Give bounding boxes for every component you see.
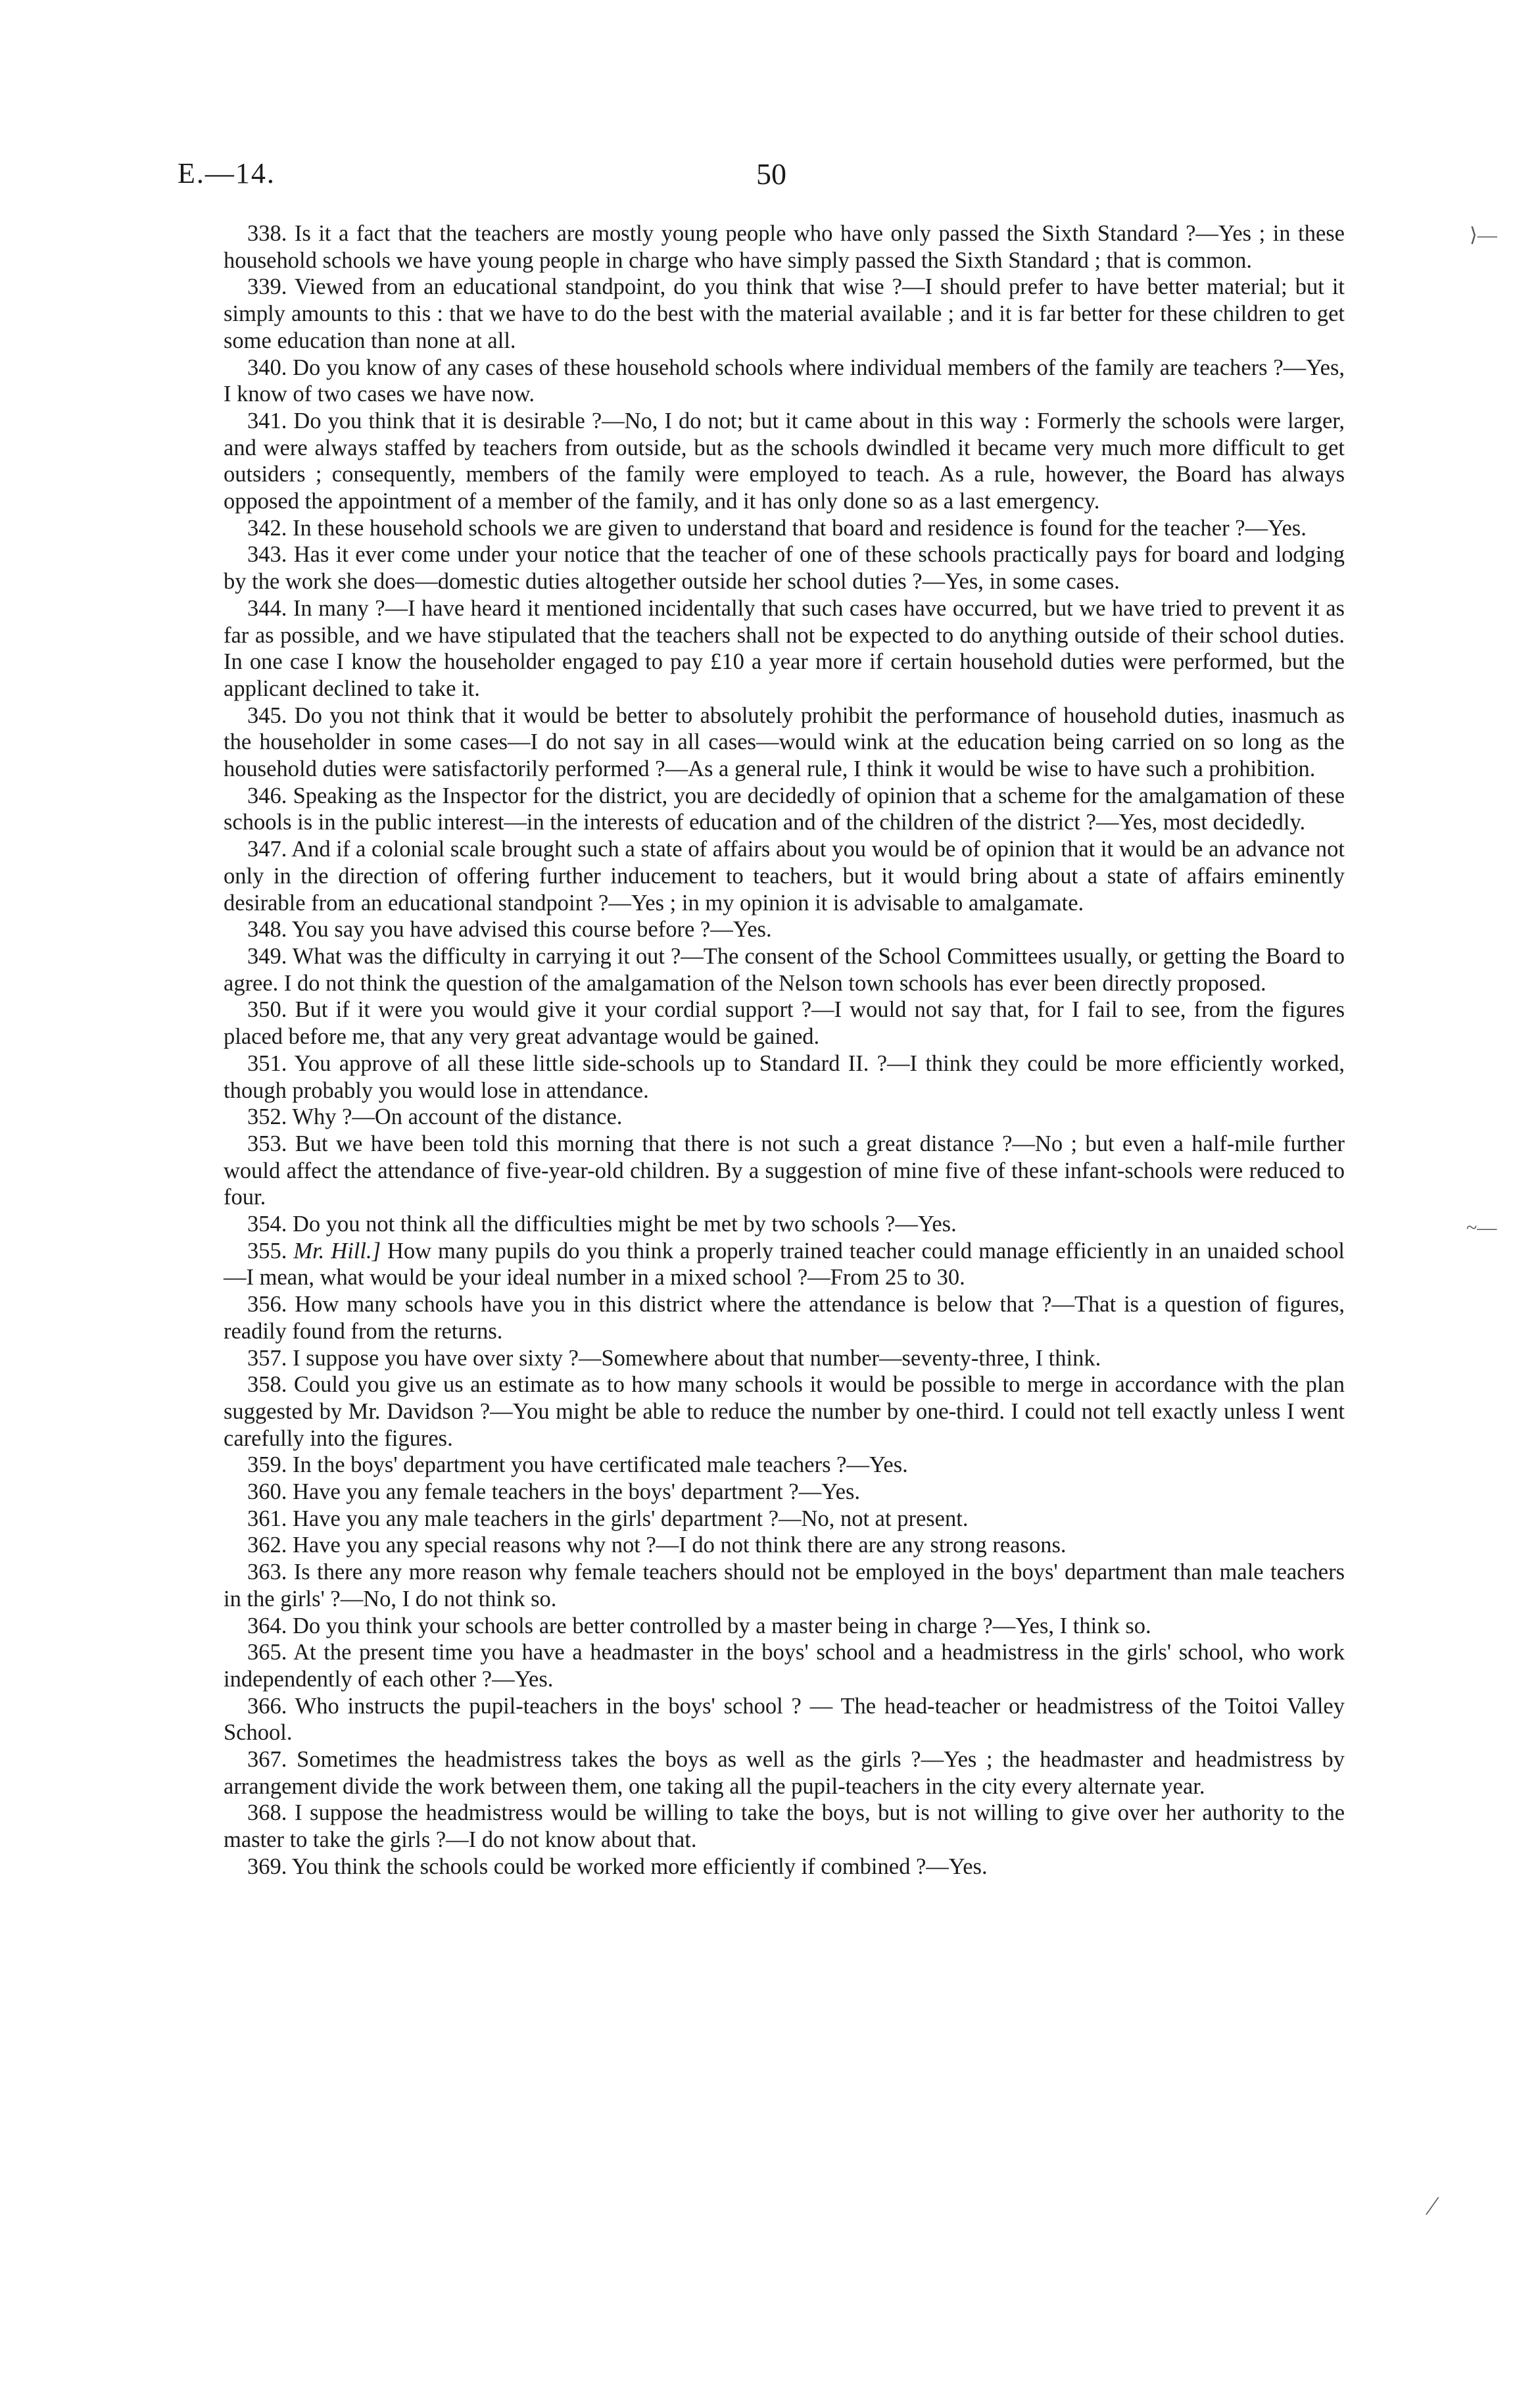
qa-paragraph	[224, 943, 1345, 996]
page-header	[178, 157, 1361, 196]
qa-text: Why ?—On account of the distance.	[292, 1104, 623, 1130]
question-number: 360.	[247, 1479, 287, 1505]
qa-paragraph	[224, 1613, 1345, 1640]
margin-mark: ⁄	[1430, 2191, 1435, 2221]
qa-paragraph	[224, 515, 1345, 542]
qa-text: But we have been told this morning that there is not such a great distance ?—No ; but even a half-mile further would affect the attendance of five-year-old children. By a suggestion of mine five of these infant-schools were reduced to four.	[224, 1131, 1345, 1210]
qa-text: Is it a fact that the teachers are mostly young people who have only passed the Sixth Standard ?—Yes ; in these household schools we have young people in charge who have simply passed the Sixth Standard ; that is common.	[224, 221, 1345, 273]
question-number: 365.	[247, 1640, 287, 1665]
question-number: 340.	[247, 355, 287, 380]
question-number: 346.	[247, 783, 287, 808]
qa-text: In the boys' department you have certificated male teachers ?—Yes.	[293, 1452, 908, 1478]
qa-paragraph	[224, 836, 1345, 916]
question-number: 345.	[247, 702, 287, 728]
question-number: 363.	[247, 1560, 287, 1585]
qa-paragraph	[224, 1211, 1345, 1238]
qa-text: You approve of all these little side-schools up to Standard II. ?—I think they could be more efficiently worked, though probably you would lose in attendance.	[224, 1050, 1345, 1103]
qa-text: In many ?—I have heard it mentioned incidentally that such cases have occurred, but we have tried to prevent it as far as possible, and we have stipulated that the teachers shall not be expected to do anything outside of their school duties. In one case I know the householder engaged to pay £10 a year more if certain household duties were performed, but the applicant declined to take it.	[224, 595, 1345, 701]
question-number: 359.	[247, 1452, 287, 1478]
qa-paragraph	[224, 1291, 1345, 1344]
question-number: 353.	[247, 1131, 287, 1156]
question-number: 368.	[247, 1800, 287, 1826]
question-number: 361.	[247, 1506, 287, 1531]
qa-paragraph	[224, 541, 1345, 595]
question-number: 366.	[247, 1693, 287, 1719]
question-number: 362.	[247, 1533, 287, 1558]
question-number: 342.	[247, 515, 287, 541]
qa-text: Do you think your schools are better controlled by a master being in charge ?—Yes, I think so.	[293, 1613, 1151, 1638]
qa-text: At the present time you have a headmaster in the boys' school and a headmistress in the girls' school, who work independently of each other ?—Yes.	[224, 1640, 1345, 1692]
qa-paragraph	[224, 220, 1345, 274]
question-number: 369.	[247, 1854, 287, 1879]
qa-paragraph	[224, 702, 1345, 783]
question-number: 357.	[247, 1345, 287, 1371]
qa-text: Do you think that it is desirable ?—No, I do not; but it came about in this way : Formerly the schools were larger, and were always staffed by teachers from outside, but as the schools dwindled it became very much more difficult to get outsiders ; consequently, members of the family were employed to teach. As a rule, however, the Board has always opposed the appointment of a member of the family, and it has only done so as a last emergency.	[224, 408, 1345, 514]
qa-paragraph	[224, 1238, 1345, 1291]
question-number: 350.	[247, 997, 287, 1023]
question-number: 339.	[247, 274, 287, 300]
qa-text: Do you not think that it would be better to absolutely prohibit the performance of household duties, inasmuch as the householder in some cases—I do not say in all cases—would wink at the education being carried on so long as the household duties were satisfactorily performed ?—As a general rule, I think it would be wise to have such a prohibition.	[224, 702, 1345, 782]
question-number: 351.	[247, 1050, 287, 1076]
qa-text: I suppose you have over sixty ?—Somewhere about that number—seventy-three, I think.	[293, 1345, 1101, 1371]
qa-text: And if a colonial scale brought such a state of affairs about you would be of opinion that it would be an advance not only in the direction of offering further inducement to teachers, but it would bring about a state of affairs eminently desirable from an educational standpoint ?—Yes ; in my opinion it is advisable to amalgamate.	[224, 837, 1345, 916]
speaker-label: Mr. Hill.]	[293, 1238, 381, 1264]
qa-text: Who instructs the pupil-teachers in the boys' school ? — The head-teacher or headmistress of the Toitoi Valley School.	[224, 1693, 1345, 1746]
qa-paragraph	[224, 1345, 1345, 1372]
question-number: 343.	[247, 542, 287, 568]
qa-paragraph	[224, 1104, 1345, 1131]
qa-paragraph	[224, 1532, 1345, 1559]
qa-text: How many schools have you in this district where the attendance is below that ?—That is a question of figures, readily found from the returns.	[224, 1292, 1345, 1344]
qa-paragraph	[224, 595, 1345, 702]
question-number: 367.	[247, 1747, 287, 1773]
qa-paragraph	[224, 1479, 1345, 1506]
question-number: 358.	[247, 1372, 287, 1398]
qa-text: Could you give us an estimate as to how many schools it would be possible to merge in accordance with the plan suggested by Mr. Davidson ?—You might be able to reduce the number by one-third. I could not tell exactly unless I went carefully into the figures.	[224, 1372, 1345, 1451]
qa-paragraph	[224, 1559, 1345, 1612]
question-number: 349.	[247, 943, 287, 969]
margin-mark: ⟩—	[1470, 224, 1497, 246]
qa-text: Do you not think all the difficulties might be met by two schools ?—Yes.	[293, 1212, 957, 1237]
qa-text: Sometimes the headmistress takes the boys as well as the girls ?—Yes ; the headmaster and headmistress by arrangement divide the work between them, one taking all the pupil-teachers in the city every alternate year.	[224, 1747, 1345, 1799]
question-number: 354.	[247, 1212, 287, 1237]
qa-paragraph	[224, 1800, 1345, 1853]
qa-text: I suppose the headmistress would be willing to take the boys, but is not willing to give over her authority to the master to take the girls ?—I do not know about that.	[224, 1800, 1345, 1853]
qa-text: How many pupils do you think a properly trained teacher could manage efficiently in an unaided school—I mean, what would be your ideal number in a mixed school ?—From 25 to 30.	[224, 1238, 1345, 1290]
qa-paragraph	[224, 274, 1345, 354]
question-number: 364.	[247, 1613, 287, 1638]
question-number: 338.	[247, 221, 287, 246]
qa-paragraph	[224, 355, 1345, 408]
qa-paragraph	[224, 1693, 1345, 1746]
qa-text: Is there any more reason why female teachers should not be employed in the boys' department than male teachers in the girls' ?—No, I do not think so.	[224, 1560, 1345, 1611]
qa-text: You think the schools could be worked more efficiently if combined ?—Yes.	[291, 1854, 988, 1879]
qa-paragraph	[224, 1506, 1345, 1533]
qa-paragraph	[224, 1854, 1345, 1880]
qa-paragraph	[224, 1131, 1345, 1211]
question-number: 352.	[247, 1104, 287, 1130]
qa-text: Viewed from an educational standpoint, do you think that wise ?—I should prefer to have better material; but it simply amounts to this : that we have to do the best with the material available ; and it is far better for these children to get some education than none at all.	[224, 274, 1345, 353]
question-number: 347.	[247, 837, 287, 862]
qa-text: You say you have advised this course before ?—Yes.	[291, 917, 772, 943]
qa-paragraph	[224, 996, 1345, 1050]
qa-text: But if it were you would give it your cordial support ?—I would not say that, for I fail to see, from the figures placed before me, that any very great advantage would be gained.	[224, 997, 1345, 1050]
qa-text: Have you any female teachers in the boys' department ?—Yes.	[293, 1479, 861, 1505]
question-number: 356.	[247, 1292, 287, 1317]
qa-paragraph	[224, 783, 1345, 836]
qa-paragraph	[224, 1452, 1345, 1479]
question-number: 348.	[247, 917, 287, 943]
qa-text: Have you any male teachers in the girls' department ?—No, not at present.	[293, 1506, 969, 1531]
qa-text: Have you any special reasons why not ?—I do not think there are any strong reasons.	[293, 1533, 1067, 1558]
question-number: 341.	[247, 408, 287, 433]
qa-paragraph	[224, 1746, 1345, 1800]
qa-paragraph	[224, 1639, 1345, 1692]
qa-text: Speaking as the Inspector for the district, you are decidedly of opinion that a scheme for the amalgamation of these schools is in the public interest—in the interests of education and of the children of the district ?—Yes, most decidedly.	[224, 783, 1345, 835]
qa-paragraph	[224, 916, 1345, 943]
qa-paragraph	[224, 1371, 1345, 1452]
qa-text: What was the difficulty in carrying it out ?—The consent of the School Committees usually, or getting the Board to agree. I do not think the question of the amalgamation of the Nelson town schools has ever been directly proposed.	[224, 943, 1345, 996]
question-number: 344.	[247, 595, 287, 621]
testimony-body	[224, 220, 1345, 1880]
qa-paragraph	[224, 408, 1345, 515]
qa-paragraph	[224, 1050, 1345, 1104]
margin-mark: ~—	[1466, 1217, 1497, 1239]
question-number: 355.	[247, 1238, 287, 1264]
page-number: 50	[756, 157, 786, 191]
qa-text: Has it ever come under your notice that the teacher of one of these schools practically pays for board and lodging by the work she does—domestic duties altogether outside her school duties ?—Yes, in some cases.	[224, 542, 1345, 595]
qa-text: Do you know of any cases of these household schools where individual members of the family are teachers ?—Yes, I know of two cases we have now.	[224, 355, 1345, 407]
qa-text: In these household schools we are given to understand that board and residence is found for the teacher ?—Yes.	[293, 515, 1307, 541]
document-code: E.—14.	[178, 157, 276, 189]
